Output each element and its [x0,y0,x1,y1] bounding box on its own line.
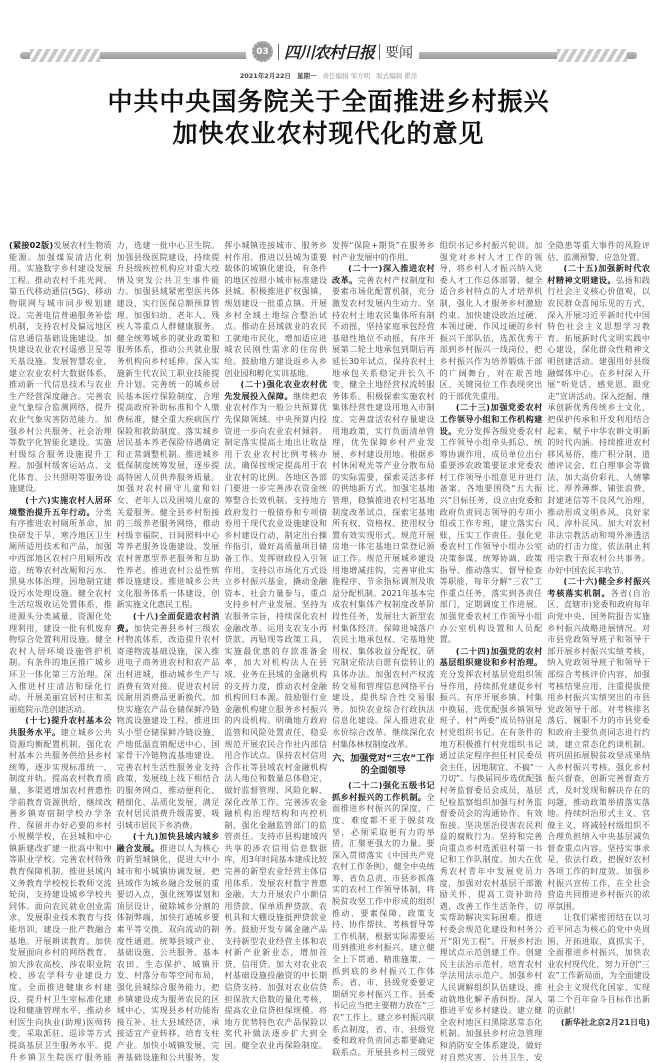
dateline [0,72,657,81]
article-body [9,240,650,1063]
paragraph-text: 各省(自治区、直辖市)党委和政府每年向党中央、国务院报告实施乡村振兴战略进展情况。对市县党政领导班子和领导干部开展乡村振兴实绩考核，纳入党政领导班子和领导干部综合考核评价内容，加强考核结果应用，注重提拔使用乡村振兴实绩突出的市县党政领导干部。对考核排名落后、履职不力的市县党委和政府主要负责同志进行约谈，建立常态化约谈机制。将巩固拓展脱贫攻坚成果纳入乡村振兴考核。强化乡村振兴督查，创新完善督查方式，及时发现和解决存在的问题，推动政策举措落实落地。持续纠治形式主义、官僚主义，将减轻村级组织不合理负担纳入中央基层减负督查重点内容。坚持实事求是、依法行政，把握好农村各项工作的时度效。加强乡村振兴宣传工作，在全社会营造共同推进乡村振兴的浓厚氛围。 [547,587,650,911]
article-paragraph [440,402,543,645]
paragraph-heading: (二十五)加强新时代农村精神文明建设。 [547,263,650,285]
paragraph-text: 建立城乡公共资源均衡配置机制，强化农村基本公共服务供给县乡村统筹，逐步实现标准统一、制度并轨。提高农村教育质量，多渠道增加农村普惠性学前教育资源供给，继续改善乡镇寄宿制学校办学条件，保留并办好必要的乡村小规模学校，在县城和中心镇新建改扩建一批高中和中等职业学校。完善农村特殊教育保障机制。推进县域内义务教育学校校长教师交流轮岗，支持建设城乡学校共同体。面向农民就业创业需求，发展职业技术教育与技能培训，建设一批产教融合基地。开展耕读教育。加快发展面向乡村的网络教育。加大涉农高校、涉农职业院校、涉农学科专业建设力度。全面推进健康乡村建设，提升村卫生室标准化建设和健康管理水平，推动乡村医生向执业(助理)医师转变，采取派驻、巡诊等方式提高基层卫生服务水平。提升乡镇卫生院医疗服务能力，选建一批中心卫生院。加强县级医院建设，持续提升县级疾控机构应对重大疫情及突发公共卫生事件能力。加强县域紧密型医共体建设，实行医保总额预算管理。加强妇幼、老年人、残疾人等重点人群健康服务。健全统筹城乡的就业政策和服务体系，推动公共就业服务机构向乡村延伸。深入实施新生代农民工职业技能提升计划。完善统一的城乡居民基本医疗保险制度，合理提高政府补助标准和个人缴费标准，健全重大疾病医疗保险和救助制度。落实城乡居民基本养老保险待遇确定和正常调整机制。推进城乡低保制度统筹发展，逐步提高特困人员供养服务质量。加强对农村留守儿童和妇女、老年人以及困境儿童的关爱服务。健全县乡村衔接的三级养老服务网络，推动村级幸福院、日间照料中心等养老服务设施建设，发展农村普惠型养老服务和互助性养老。推进农村公益性殡葬设施建设。推进城乡公共文化服务体系一体建设，创新实施文化惠民工程。 [9,240,220,1062]
page-number-badge: 03 [252,41,273,62]
headline-line-1: 中共中央国务院关于全面推进乡村振兴 [107,87,550,116]
section-heading: 六、加强党对“三农”工作的全面领导 [332,754,435,777]
paragraph-text: 完善农村产权制度和要素市场化配置机制，充分激发农村发展内生动力。坚持农村土地农民集体所有制不动摇，坚持家庭承包经营基础性地位不动摇，有序开展第二轮土地承包到期后再延长30年试点，保持农村土地承包关系稳定并长久不变，健全土地经营权流转服务体系。积极探索实施农村集体经营性建设用地入市制度。完善盘活农村存量建设用地政策，实行负面清单管理，优先保障乡村产业发展、乡村建设用地。根据乡村休闲观光等产业分散布局的实际需要，探索灵活多样的供地新方式。加强宅基地管理，稳慎推进农村宅基地制度改革试点，探索宅基地所有权、资格权、使用权分置有效实现形式。规范开展房地一体宅基地日常登记颁证工作。规范开展城乡建设用地增减挂钩，完善审批实施程序、节余指标调剂及收益分配机制。2021年基本完成农村集体产权制度改革阶段性任务，发展壮大新型农村集体经济。保障进城落户农民土地承包权、宅基地使用权、集体收益分配权，研究制定依法自愿有偿转让的具体办法。加强农村产权流转交易和管理信息网络平台建设，提供综合性交易服务。加快农业综合行政执法信息化建设。深入推进农业水价综合改革。继续深化农村集体林权制度改革。 [331,274,435,749]
article-paragraph [332,263,435,750]
paragraph-text: 发展农村生物质能源。加强煤炭清洁化利用。实施数字乡村建设发展工程。推动农村千兆光网、第五代移动通信(5G)、移动物联网与城市同步规划建设。完善电信普遍服务补偿机制，支持农村及偏远地区信息通信基础设施建设。加快建设农业农村遥感卫星等天基设施。发展智慧农业，建立农业农村大数据体系，推动新一代信息技术与农业生产经营深度融合。完善农业气象综合监测网络，提升农业气象灾害防范能力。加强乡村公共服务、社会治理等数字化智能化建设。实施村级综合服务设施提升工程。加强村级客运站点、文化体育、公共照明等服务设施建设。 [9,240,112,494]
paragraph-heading: (二十三)加强党委农村工作领导小组和工作机构建设。 [439,402,543,436]
article-paragraph [547,912,650,1016]
paragraph-heading: (二十六)健全乡村振兴考核落实机制。 [547,576,650,598]
paragraph-text: 分类有序推进农村厕所革命，加快研发干旱、寒冷地区卫生厕所适用技术和产品，加强中西部地区农村户用厕所改造。统筹农村改厕和污水、黑臭水体治理，因地制宜建设污水处理设施。健全农村生活垃圾收运处置体系，推进源头分类减量、资源化处理利用，建设一批有机废弃物综合处置利用设施。健全农村人居环境设施管护机制。有条件的地区推广城乡环卫一体化第三方治理。深入推进村庄清洁和绿化行动。开展美丽宜居村庄和美丽庭院示范创建活动。 [9,506,112,714]
paragraph-heading: (二十四)加强党的农村基层组织建设和乡村治理。 [439,645,543,668]
paragraph-heading: (二十二)强化五级书记抓乡村振兴的工作机制。 [331,780,435,802]
paragraph-heading: (十七)提升农村基本公共服务水平。 [9,715,112,737]
article-paragraph [9,495,112,715]
weekday: 星期一 [296,72,317,80]
paragraph-text: 继续把农业农村作为一般公共预算优先保障领域。中央预算内投资进一步向农业农村倾斜。制定落实提高土地出让收益用于农业农村比例考核办法，确保按规定提高用于农业农村的比例。各地区各部门要进一步完善涉农资金统筹整合长效机制。支持地方政府发行一般债券和专项债券用于现代农业设施建设和乡村建设行动，制定出台操作指引，做好高质量项目储备工作。发挥财政投入引领作用，支持以市场化方式设立乡村振兴基金，撬动金融资本、社会力量参与，重点支持乡村产业发展。坚持为农服务宗旨，持续深化农村金融改革。运用支农支小再贷款、再贴现等政策工具，实施最优惠的存款准备金率，加大对机构法人在县域、业务在县域的金融机构的支持力度，推动农村金融机构回归本源。鼓励银行业金融机构建立服务乡村振兴的内设机构。明确地方政府监管和风险处置责任，稳妥规范开展农民合作社内部信用合作试点。保持农村信用合作社等县域农村金融机构法人地位和数量总体稳定，做好监督管理、风险化解、深化改革工作。完善涉农金融机构治理结构和内控机制，强化金融监管部门的监管责任。支持市县构建域内共享的涉农信用信息数据库，用3年时间基本建成比较完善的新型农业经营主体信用体系。发展农村数字普惠金融。大力开展农户小额信用贷款、保单质押贷款、农机具和大棚设施抵押贷款业务。鼓励开发专属金融产品支持新型农业经营主体和农村新产业新业态，增加首贷、信用贷。加大对农业农村基础设施投融资的中长期信贷支持。加强对农业信贷担保放大倍数的量化考核，提高农业信贷担保规模。将地方优势特色农产品保险以奖代补做法逐步扩大到全国。健全农业再保险制度。发挥“保险+期货”在服务乡村产业发展中的作用。 [224,240,435,1050]
article-paragraph [547,576,650,912]
paragraph-text: 推进以人为核心的新型城镇化，促进大中小城市和小城镇协调发展。把县域作为城乡融合发展的重要切入点，强化统筹谋划和顶层设计，破除城乡分割的体制弊端，加快打通城乡要素平等交换、双向流动的制度性通道。统筹县域产业、基础设施、公共服务、基本农田、生态保护、城镇开发、村落分布等空间布局，强化县城综合服务能力，把乡镇建设成为服务农民的区域中心，实现县乡村功能衔接互补。壮大县域经济，承接适宜产业转移，培育支柱产业。加快小城镇发展，完善基础设施和公共服务，发挥小城镇连接城市、服务乡村作用。推进以县城为重要载体的城镇化建设，有条件的地区按照小城市标准建设县城。积极推进扩权强镇，规划建设一批重点镇。开展乡村全域土地综合整治试点。推动在县域就业的农民工就地市民化，增加适应进城农民刚性需求的住房供给。鼓励地方建设返乡入乡创业园和孵化实训基地。 [116,240,327,1062]
editor: 责任编辑 邹方明 [322,72,371,80]
dateline-signature: (新华社北京2月21日电) [560,1016,650,1027]
paragraph-heading: (二十一)深入推进农村改革。 [331,263,435,285]
paragraph-heading: (二十)强化农业农村优先发展投入保障。 [224,379,327,401]
paragraph-text: 让我们紧密团结在以习近平同志为核心的党中央周围，开拓进取，真抓实干，全面推进乡村振兴，加快农业农村现代化，努力开创“三农”工作新局面，为全面建设社会主义现代化国家、实现第二个百年奋斗目标作出新的贡献！ [547,912,650,1016]
paragraph-heading: (十八)全面促进农村消费。 [116,611,220,633]
page-title [0,86,657,150]
article-paragraph [547,263,650,576]
paragraph-text: 弘扬和践行社会主义核心价值观，以农民群众喜闻乐见的方式，深入开展习近平新时代中国特色社会主义思想学习教育。拓展新时代文明实践中心建设，深化群众性精神文明创建活动。建强用好县级融媒体中心。在乡村深入开展“听党话、感党恩、跟党走”宣讲活动。深入挖掘、继承创新优秀传统乡土文化，把保护传承和开发利用结合起来，赋予中华农耕文明新的时代内涵。持续推进农村移风易俗，推广积分制、道德评议会、红白理事会等做法，加大高价彩礼、人情攀比、厚养薄葬、铺张浪费、封建迷信等不良风气治理，推动形成文明乡风、良好家风、淳朴民风。加大对农村非法宗教活动和境外渗透活动的打击力度，依法制止利用宗教干预农村公共事务。办好中国农民丰收节。 [547,274,650,575]
paragraph-text: 充分发挥各级党委农村工作领导小组牵头抓总、统筹协调作用，成员单位出台重要涉农政策要征求党委农村工作领导小组意见并进行备案。各地要围绕“五大振兴”目标任务，设立由党委和政府负责同志领导的专项小组或工作专班，建立落实台账，压实工作责任。强化党委农村工作领导小组办公室决策参谋、统筹协调、政策指导、推动落实、督导检查等职能，每年分解“三农”工作重点任务，落实到各责任部门，定期调度工作进展。加强党委农村工作领导小组办公室机构设置和人员配置。 [439,425,543,645]
divider [379,44,380,60]
paragraph-text: 充分发挥农村基层党组织领导作用，持续抓党建促乡村振兴。有序开展乡镇、村集中换届，选优配强乡镇领导班子、村“两委”成员特别是村党组织书记。在有条件的地方积极推行村党组织书记通过法定程序担任村民委员会主任，因地制宜、不搞“一刀切”。与换届同步选优配强村务监督委员会成员，基层纪检监察组织加强与村务监督委员会的沟通协作、有效衔接。坚决惩治侵害农民利益的腐败行为。坚持和完善向重点乡村选派驻村第一书记和工作队制度。加大在优秀农村青年中发展党员力度，加强对农村基层干部激励关怀，提高工资补助待遇，改善工作生活条件，切实帮助解决实际困难。推进村委会规范化建设和村务公开“阳光工程”。开展乡村治理试点示范创建工作。创建民主法治示范村，培育农村学法用法示范户。加强乡村人民调解组织队伍建设，推动就地化解矛盾纠纷。深入推进平安乡村建设。建立健全农村地区扫黑除恶常态化机制。加强县乡村应急管理和消防安全体系建设，做好对自然灾害、公共卫生、安全隐患等重大事件的风险评估、监测预警、应急处置。 [439,240,650,1062]
paragraph-text: 全面推进乡村振兴的深度、广度、难度都不亚于脱贫攻坚，必须采取更有力的举措，汇聚更强大的力量。要深入贯彻落实《中国共产党农村工作条例》，健全中央统筹、省负总责、市县乡抓落实的农村工作领导体制，将脱贫攻坚工作中形成的组织推动、要素保障、政策支持、协作帮扶、考核督导等工作机制，根据实际需要运用到推进乡村振兴，建立健全上下贯通、精准施策、一抓到底的乡村振兴工作体系。省、市、县级党委要定期研究乡村振兴工作。县委书记应当把主要精力放在“三农”工作上。建立乡村振兴联系点制度，省、市、县级党委和政府负责同志都要确定联系点。开展县乡村三级党组织书记乡村振兴轮训。加强党对乡村人才工作的领导，将乡村人才振兴纳入党委人才工作总体部署，健全适合乡村特点的人才培养机制，强化人才服务乡村激励约束。加快建设政治过硬、本领过硬、作风过硬的乡村振兴干部队伍，选派优秀干部到乡村振兴一线岗位，把乡村振兴作为培养锻炼干部的广阔舞台，对在艰苦地区、关键岗位工作表现突出的干部优先重用。 [331,240,543,1057]
issue-date: 2021年2月22日 [239,72,291,80]
article-paragraph [9,240,112,495]
divider [278,44,279,60]
paragraph-text: 加快完善县乡村三级农村物流体系，改造提升农村寄递物流基础设施，深入推进电子商务进农村和农产品出村进城，推动城乡生产与消费有效对接。促进农村居民耐用消费品更新换代。加快实施农产品仓储保鲜冷链物流设施建设工程，推进田头小型仓储保鲜冷链设施、产地低温直销配送中心、国家骨干冷链物流基地建设。完善农村生活性服务业支持政策，发展线上线下相结合的服务网点，推动便利化、精细化、品质化发展，满足农村居民消费升级需要，吸引城市居民下乡消费。 [116,622,220,830]
paper-brand [246,40,419,63]
paragraph-heading: (紧接02版) [9,240,54,250]
layout-editor: 版式编辑 瞿洋 [376,72,418,80]
headline-line-2: 加快农业农村现代化的意见 [172,119,485,148]
paragraph-heading: (十六)实施农村人居环境整治提升五年行动。 [9,495,112,517]
article-paragraph [117,611,220,831]
paragraph-heading: (十九)加快县域内城乡融合发展。 [116,831,220,853]
masthead [0,0,657,68]
section-name: 要闻 [385,44,414,61]
paper-name-logo: 四川农村日报 [284,43,375,62]
